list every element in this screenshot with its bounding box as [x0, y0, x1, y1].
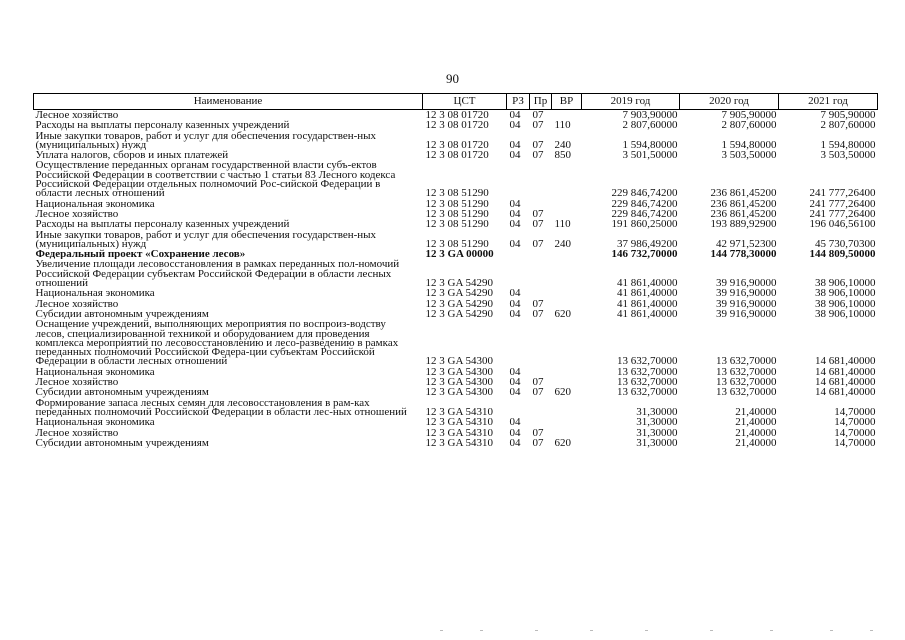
cell-rz: 04 — [509, 377, 521, 388]
table-row — [34, 367, 878, 377]
cell-pr: 07 — [532, 120, 544, 131]
cell-code: 12 3 GA 54310 — [425, 417, 494, 428]
cell-2019: 31,30000 — [636, 427, 678, 438]
cell-rz — [507, 319, 530, 366]
cell-code: 12 3 GA 54290 — [425, 288, 494, 299]
cell-code: 12 3 08 01720 — [425, 138, 489, 151]
cell-rz: 04 — [509, 298, 521, 309]
cell-2019: 41 861,40000 — [617, 288, 678, 299]
table-row — [34, 299, 878, 309]
cell-name: Расходы на выплаты персоналу казенных учреждений — [35, 219, 290, 230]
cell-code: 12 3 GA 54300 — [425, 355, 494, 367]
cell-vr — [552, 249, 582, 259]
table-row — [34, 230, 878, 250]
cell-code: 12 3 GA 54310 — [425, 405, 494, 418]
cell-pr — [530, 367, 552, 377]
cell-vr — [552, 377, 582, 387]
cell-code: 12 3 GA 54310 — [425, 427, 494, 438]
cell-2021: 241 777,26400 — [809, 198, 876, 209]
cell-pr — [530, 398, 552, 418]
cell-2021: 196 046,56100 — [809, 219, 876, 230]
cell-pr: 07 — [532, 298, 544, 309]
cell-2021: 14 681,40000 — [815, 377, 876, 388]
table-row — [34, 417, 878, 427]
cell-code: 12 3 08 51290 — [425, 237, 489, 250]
cell-2019: 229 846,74200 — [611, 208, 678, 220]
cell-2021: 45 730,70300 — [815, 237, 876, 250]
cell-name: Национальная экономика — [35, 366, 155, 378]
cell-2021: 38 906,10000 — [815, 277, 876, 289]
cell-code: 12 3 08 01720 — [425, 109, 489, 121]
cell-2020: 42 971,52300 — [716, 237, 777, 250]
cell-2020: 39 916,90000 — [716, 298, 777, 309]
cell-name: Лесное хозяйство — [35, 208, 119, 220]
cell-2020: 21,40000 — [735, 405, 777, 418]
table-body — [34, 110, 878, 449]
table-row — [34, 259, 878, 288]
cell-2019: 3 501,50000 — [622, 150, 678, 161]
cell-vr: 620 — [554, 308, 571, 320]
cell-2021: 1 594,80000 — [820, 138, 876, 151]
cell-2019: 41 861,40000 — [617, 298, 678, 309]
cell-2020: 13 632,70000 — [716, 377, 777, 388]
cell-name: Лесное хозяйство — [35, 298, 119, 309]
cell-2020: 236 861,45200 — [710, 198, 777, 209]
cell-rz: 04 — [509, 366, 521, 378]
cell-2019: 2 807,60000 — [622, 120, 678, 131]
cell-pr — [530, 288, 552, 298]
cell-name: Лесное хозяйство — [35, 377, 119, 388]
cell-2020: 236 861,45200 — [710, 187, 777, 199]
table-row — [34, 319, 878, 366]
cell-code: 12 3 GA 54290 — [425, 308, 494, 320]
cell-vr — [552, 367, 582, 377]
cell-name: Формирование запаса лесных семян для лесовосстановления в рам-ках переданных полномочий Российской Федерации в области лес-ных отношений — [35, 397, 407, 418]
table-row — [34, 219, 878, 229]
table-row — [34, 131, 878, 151]
cell-2019: 41 861,40000 — [617, 277, 678, 289]
cell-rz — [507, 249, 530, 259]
cell-code: 12 3 GA 54300 — [425, 377, 494, 388]
table-row — [34, 387, 878, 397]
header-pr: Пр — [530, 94, 552, 110]
page-number: 90 — [446, 71, 459, 86]
cell-2021: 38 906,10000 — [815, 298, 876, 309]
cell-name: Федеральный проект «Сохранение лесов» — [35, 249, 246, 260]
cell-2020: 21,40000 — [735, 437, 777, 449]
cell-pr — [530, 199, 552, 209]
cell-pr: 07 — [532, 427, 544, 438]
cell-rz: 04 — [509, 150, 521, 161]
header-2020: 2020 год — [680, 94, 779, 110]
cell-vr — [552, 199, 582, 209]
cell-2019: 41 861,40000 — [617, 308, 678, 320]
cell-name: Оснащение учреждений, выполняющих мероприятия по воспроиз-водству лесов, специализированной техникой и оборудованием для проведения комплекса мероприятий по лесовосстановлению и лесо-разведению в рамках переданных полномочий Российской Федера-ции субъектам Российской Федерации в области лесных отношений — [35, 319, 399, 367]
cell-rz — [507, 259, 530, 288]
cell-name: Увеличение площади лесовосстановления в рамках переданных пол-номочий Российской Федерации субъектам Российской Федерации в области лесных отношений — [35, 259, 400, 289]
cell-vr — [552, 428, 582, 438]
header-2019: 2019 год — [582, 94, 680, 110]
cell-2019: 13 632,70000 — [617, 387, 678, 398]
cell-2021: 14 681,40000 — [815, 387, 876, 398]
cell-vr — [552, 160, 582, 198]
cell-pr — [530, 259, 552, 288]
cell-name: Субсидии автономным учреждениям — [35, 437, 209, 449]
cell-2020: 144 778,30000 — [710, 249, 777, 260]
cell-rz: 04 — [509, 120, 521, 131]
cell-2021: 3 503,50000 — [820, 150, 876, 161]
cell-2020: 39 916,90000 — [716, 288, 777, 299]
cell-rz: 04 — [509, 288, 521, 299]
cell-rz: 04 — [509, 437, 521, 449]
cell-name: Расходы на выплаты персоналу казенных учреждений — [35, 120, 290, 131]
cell-2020: 193 889,92900 — [710, 219, 777, 230]
cell-name: Иные закупки товаров, работ и услуг для обеспечения государствен-ных (муниципальных) нужд — [35, 130, 377, 151]
cell-vr — [552, 288, 582, 298]
cell-2020: 3 503,50000 — [721, 150, 777, 161]
table-row — [34, 150, 878, 160]
cell-vr — [552, 398, 582, 418]
budget-table — [33, 93, 878, 448]
table-row — [34, 428, 878, 438]
cell-vr: 110 — [554, 120, 571, 131]
table-row — [34, 249, 878, 259]
cell-rz: 04 — [509, 427, 521, 438]
cell-rz: 04 — [509, 109, 521, 121]
cell-2021: 14,70000 — [834, 437, 876, 449]
cell-2019: 7 903,90000 — [622, 109, 678, 121]
cell-2019: 31,30000 — [636, 417, 678, 428]
cell-name: Лесное хозяйство — [35, 427, 119, 438]
cell-pr — [530, 249, 552, 259]
cell-pr: 07 — [532, 377, 544, 388]
cell-rz: 04 — [509, 138, 521, 151]
cell-2019: 13 632,70000 — [617, 377, 678, 388]
cell-code: 12 3 GA 54300 — [425, 366, 494, 378]
cell-2020: 2 807,60000 — [721, 120, 777, 131]
cell-code: 12 3 GA 00000 — [425, 249, 494, 260]
cell-name: Уплата налогов, сборов и иных платежей — [35, 150, 229, 161]
cell-name: Субсидии автономным учреждениям — [35, 308, 209, 320]
cell-2019: 13 632,70000 — [617, 366, 678, 378]
cell-rz: 04 — [509, 208, 521, 220]
header-2021: 2021 год — [779, 94, 878, 110]
cell-2020: 236 861,45200 — [710, 208, 777, 220]
cell-2021: 241 777,26400 — [809, 187, 876, 199]
cell-vr — [552, 299, 582, 309]
cell-2020: 21,40000 — [735, 427, 777, 438]
cell-2019: 31,30000 — [636, 405, 678, 418]
cell-2019: 37 986,49200 — [617, 237, 678, 250]
cell-pr: 07 — [532, 109, 544, 121]
cell-rz: 04 — [509, 219, 521, 230]
cell-name: Национальная экономика — [35, 198, 155, 209]
cell-2019: 191 860,25000 — [611, 219, 678, 230]
cell-2020: 39 916,90000 — [716, 308, 777, 320]
table-row — [34, 160, 878, 198]
cell-pr: 07 — [532, 138, 544, 151]
cell-rz: 04 — [509, 198, 521, 209]
cell-code: 12 3 GA 54290 — [425, 277, 494, 289]
header-name: Наименование — [34, 94, 423, 110]
cell-code: 12 3 08 01720 — [425, 120, 489, 131]
header-code: ЦСТ — [423, 94, 507, 110]
cell-2021: 14,70000 — [834, 405, 876, 418]
cell-rz: 04 — [509, 237, 521, 250]
table-header — [34, 94, 878, 110]
cell-2019: 13 632,70000 — [617, 355, 678, 367]
cell-2020: 39 916,90000 — [716, 277, 777, 289]
cell-pr: 07 — [532, 437, 544, 449]
cell-rz: 04 — [509, 387, 521, 398]
cell-2021: 38 906,10000 — [815, 308, 876, 320]
cell-code: 12 3 08 51290 — [425, 219, 489, 230]
cell-pr: 07 — [532, 237, 544, 250]
cell-rz — [507, 398, 530, 418]
cell-2021: 14,70000 — [834, 417, 876, 428]
cell-2019: 229 846,74200 — [611, 187, 678, 199]
table-row — [34, 199, 878, 209]
cell-rz: 04 — [509, 417, 521, 428]
cell-2019: 229 846,74200 — [611, 198, 678, 209]
cell-vr: 240 — [554, 138, 571, 151]
cell-code: 12 3 GA 54300 — [425, 387, 494, 398]
cell-2020: 13 632,70000 — [716, 366, 777, 378]
cell-2019: 31,30000 — [636, 437, 678, 449]
cell-vr: 110 — [554, 219, 571, 230]
cell-name: Осуществление переданных органам государственной власти субъ-ектов Российской Федерации в соответствии с частью 1 статьи 83 Лесного кодекса Российской Федерации отдельных полномочий Рос-сийской Федерации в области лесных отношений — [35, 160, 396, 199]
cell-vr: 620 — [554, 437, 571, 449]
cell-vr: 850 — [554, 150, 571, 161]
cell-pr: 07 — [532, 150, 544, 161]
table-row — [34, 309, 878, 319]
cell-2020: 13 632,70000 — [716, 355, 777, 367]
header-vr: ВР — [552, 94, 582, 110]
cell-rz — [507, 160, 530, 198]
cell-rz: 04 — [509, 308, 521, 320]
cell-code: 12 3 08 51290 — [425, 208, 489, 220]
cell-2020: 13 632,70000 — [716, 387, 777, 398]
cell-name: Иные закупки товаров, работ и услуг для обеспечения государствен-ных (муниципальных) нужд — [35, 229, 377, 250]
table-row — [34, 110, 878, 121]
table-row — [34, 398, 878, 418]
cell-pr — [530, 319, 552, 366]
cell-2021: 14 681,40000 — [815, 366, 876, 378]
cell-name: Субсидии автономным учреждениям — [35, 387, 209, 398]
header-row — [34, 94, 878, 110]
table-row — [34, 288, 878, 298]
cell-vr: 620 — [554, 387, 571, 398]
cell-2021: 14 681,40000 — [815, 355, 876, 367]
header-rz: РЗ — [507, 94, 530, 110]
cell-code: 12 3 GA 54310 — [425, 437, 494, 449]
cell-2020: 1 594,80000 — [721, 138, 777, 151]
cell-pr: 07 — [532, 219, 544, 230]
cell-vr — [552, 209, 582, 219]
cell-2020: 7 905,90000 — [721, 109, 777, 121]
cell-2021: 38 906,10000 — [815, 288, 876, 299]
cell-2021: 7 905,90000 — [820, 109, 876, 121]
cell-2021: 14,70000 — [834, 427, 876, 438]
table-row — [34, 209, 878, 219]
cell-pr — [530, 417, 552, 427]
table-row — [34, 377, 878, 387]
cell-vr — [552, 259, 582, 288]
cell-code: 12 3 08 51290 — [425, 198, 489, 209]
table-row — [34, 438, 878, 448]
cell-vr — [552, 110, 582, 121]
cell-pr: 07 — [532, 308, 544, 320]
cell-2020: 21,40000 — [735, 417, 777, 428]
table-row — [34, 120, 878, 130]
cell-code: 12 3 08 01720 — [425, 150, 489, 161]
cell-code: 12 3 08 51290 — [425, 187, 489, 199]
cell-name: Национальная экономика — [35, 288, 155, 299]
cell-vr — [552, 319, 582, 366]
cell-pr: 07 — [532, 387, 544, 398]
cell-2021: 241 777,26400 — [809, 208, 876, 220]
cell-2021: 2 807,60000 — [820, 120, 876, 131]
cell-name: Национальная экономика — [35, 417, 155, 428]
cell-pr — [530, 160, 552, 198]
cell-2021: 144 809,50000 — [809, 249, 876, 260]
cell-vr: 240 — [554, 237, 571, 250]
cell-pr: 07 — [532, 208, 544, 220]
cell-2019: 146 732,70000 — [611, 249, 678, 260]
cell-vr — [552, 417, 582, 427]
cell-2019: 1 594,80000 — [622, 138, 678, 151]
cell-name: Лесное хозяйство — [35, 109, 119, 121]
cell-code: 12 3 GA 54290 — [425, 298, 494, 309]
scan-artifact — [440, 630, 890, 632]
